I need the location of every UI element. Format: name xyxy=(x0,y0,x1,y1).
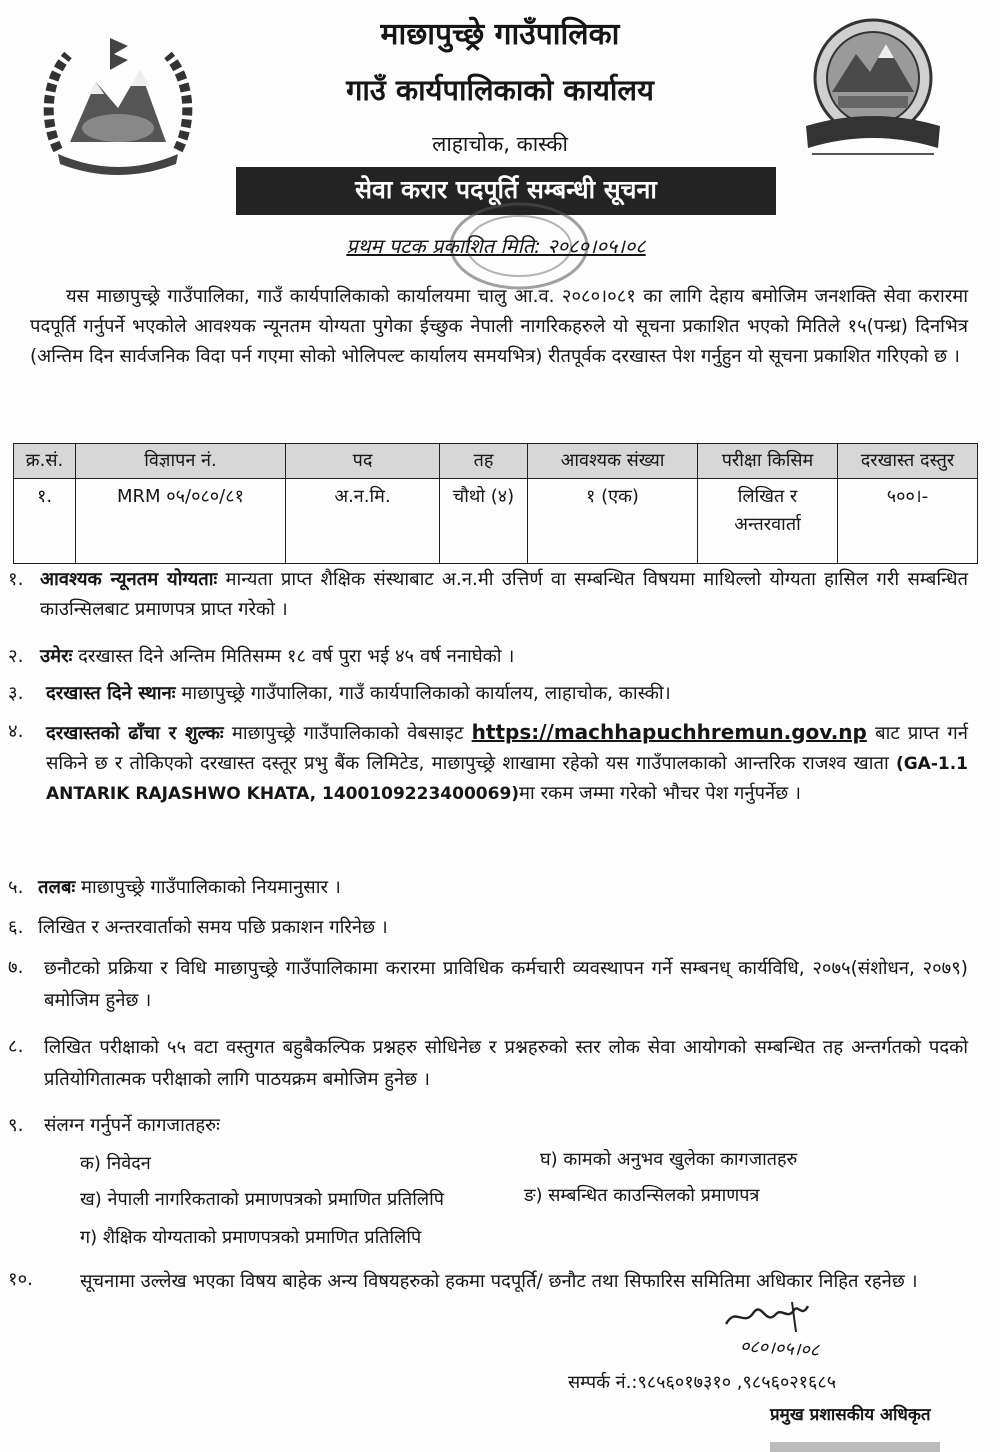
contact-numbers: सम्पर्क नं.:९८५६०१७३१० ,९८५६०२१६८५ xyxy=(568,1372,837,1393)
table-header-cell: तह xyxy=(440,444,528,479)
item-number: ६. xyxy=(8,917,24,938)
table-header-cell: परीक्षा किसिम xyxy=(698,444,838,479)
item-label: आवश्यक न्यूनतम योग्यताः xyxy=(40,569,218,590)
table-header-cell: विज्ञापन नं. xyxy=(76,444,286,479)
notice-title: सेवा करार पदपूर्ति सम्बन्धी सूचना xyxy=(236,167,776,215)
vacancy-table xyxy=(13,443,978,564)
office-address: लाहाचोक, कास्की xyxy=(432,132,568,156)
table-row xyxy=(14,479,978,564)
item-number: १०. xyxy=(8,1269,33,1290)
table-cell: १. xyxy=(14,479,76,564)
item-label: उमेरः xyxy=(40,646,73,667)
item-label: तलबः xyxy=(38,877,76,898)
officer-title: प्रमुख प्रशासकीय अधिकृत xyxy=(770,1405,931,1425)
item-text: मा रकम जम्मा गरेको भौचर पेश गर्नुपर्नेछ । xyxy=(519,783,801,804)
item-text: माछापुच्छ्रे गाउँपालिकाको नियमानुसार । xyxy=(81,877,341,898)
item-number: १. xyxy=(8,569,24,590)
item-text: माछापुच्छ्रे गाउँपालिका, गाउँ कार्यपालिकाको कार्यालय, लाहाचोक, कास्की। xyxy=(181,683,671,704)
document-item: क) निवेदन xyxy=(80,1153,151,1174)
municipality-name: माछापुच्छ्रे गाउँपालिका xyxy=(380,17,620,52)
website-link[interactable]: https://machhapuchhremun.gov.np xyxy=(471,720,867,744)
table-cell: १ (एक) xyxy=(528,479,698,564)
published-date: प्रथम पटक प्रकाशित मिति: २०८०।०५।०८ xyxy=(346,234,646,258)
table-header-cell: पद xyxy=(286,444,440,479)
table-header-row xyxy=(14,444,978,479)
item-label: दरखास्तको ढाँचा र शुल्कः xyxy=(46,723,224,744)
item-text: बाट प्राप्त गर्न सकिने छ र तोकिएको दरखास्त दस्तूर प्रभु बैंक लिमिटेड, माछापुच्छ्रे शाखामा रहेको यस गाउँपालकाको आन्तरिक राजश्व खाता xyxy=(46,723,968,774)
item-number: ५. xyxy=(8,877,24,898)
item-text: सूचनामा उल्लेख भएका विषय बाहेक अन्य विषयहरुको हकमा पदपूर्ति/ छनौट तथा सिफारिस समितिमा अधिकार निहित रहनेछ । xyxy=(80,1271,918,1292)
item-number: ९. xyxy=(8,1115,24,1136)
document-item: ङ) सम्बन्धित काउन्सिलको प्रमाणपत्र xyxy=(524,1185,760,1206)
item-text: लिखित र अन्तरवार्ताको समय पछि प्रकाशन गरिनेछ । xyxy=(38,917,388,938)
table-cell: MRM ०५/०८०/८१ xyxy=(76,479,286,564)
item-text: दरखास्त दिने अन्तिम मितिसम्म १८ वर्ष पुरा भई ४५ वर्ष ननाघेको । xyxy=(78,646,515,667)
signature-date: ०८०।०५।०८ xyxy=(739,1335,820,1362)
document-item: ख) नेपाली नागरिकताको प्रमाणपत्रको प्रमाणित प्रतिलिपि xyxy=(80,1189,444,1210)
item-number: ७. xyxy=(8,957,24,978)
item-number: ३. xyxy=(8,683,24,704)
nepal-emblem-icon xyxy=(38,30,198,182)
table-header-cell: दरखास्त दस्तुर xyxy=(838,444,978,479)
item-text: माछापुच्छ्रे गाउँपालिकाको वेबसाइट xyxy=(231,723,464,744)
table-cell: अ.न.मि. xyxy=(286,479,440,564)
office-name: गाउँ कार्यपालिकाको कार्यालय xyxy=(346,73,654,107)
table-header-cell: क्र.सं. xyxy=(14,444,76,479)
item-number: ४. xyxy=(8,721,24,742)
item-text: मान्यता प्राप्त शैक्षिक संस्थाबाट अ.न.मी उत्तिर्ण वा सम्बन्धित विषयमा माथिल्लो योग्यता हासिल गरी सम्बन्धित काउन्सिलबाट प्रमाणपत्र प्राप्त गरेको । xyxy=(40,569,969,620)
table-cell: लिखित र अन्तरवार्ता xyxy=(698,479,838,564)
bank-account: (GA-1.1 ANTARIK RAJASHWO KHATA, 1400109223400069) xyxy=(46,754,968,804)
item-number: २. xyxy=(8,646,24,667)
document-item: ग) शैक्षिक योग्यताको प्रमाणपत्रको प्रमाणित प्रतिलिपि xyxy=(80,1227,422,1248)
item-label: दरखास्त दिने स्थानः xyxy=(46,683,176,704)
signature-icon xyxy=(722,1298,812,1334)
municipality-logo-icon xyxy=(798,14,948,170)
cropped-text-icon xyxy=(770,1438,940,1452)
table-header-cell: आवश्यक संख्या xyxy=(528,444,698,479)
intro-paragraph: यस माछापुच्छ्रे गाउँपालिका, गाउँ कार्यपालिकाको कार्यालयमा चालु आ.व. २०८०।०८१ का लागि देहाय बमोजिम जनशक्ति सेवा करारमा पदपूर्ति गर्नुपर्ने भएकोले आवश्यक न्यूनतम योग्यता पुगेका ईच्छुक नेपाली नागरिकहरुले यो सूचना प्रकाशित भएको मितिले १५(पन्ध्र) दिनभित्र (अन्तिम दिन सार्वजनिक विदा पर्न गएमा सोको भोलिपल्ट कार्यालय समयभित्र) रीतपूर्वक दरखास्त पेश गर्नुहुन यो सूचना प्रकाशित गरिएको छ । xyxy=(30,286,968,367)
table-cell: ५००।- xyxy=(838,479,978,564)
item-text: संलग्न गर्नुपर्ने कागजातहरुः xyxy=(44,1115,220,1136)
table-cell: चौथो (४) xyxy=(440,479,528,564)
item-text: लिखित परीक्षाको ५५ वटा वस्तुगत बहुबैकल्पिक प्रश्नहरु सोधिनेछ र प्रश्नहरुको स्तर लोक सेवा आयोगको सम्बन्धित तह अन्तर्गतको पदको प्रतियोगितात्मक परीक्षाको लागि पाठयक्रम बमोजिम हुनेछ । xyxy=(44,1037,968,1090)
item-number: ८. xyxy=(8,1036,24,1057)
item-text: छनौटको प्रक्रिया र विधि माछापुच्छ्रे गाउँपालिकामा करारमा प्राविधिक कर्मचारी व्यवस्थापन गर्ने सम्बनध् कार्यविधि, २०७५(संशोधन, २०७९) बमोजिम हुनेछ । xyxy=(44,958,968,1011)
document-item: घ) कामको अनुभव खुलेका कागजातहरु xyxy=(540,1149,798,1170)
